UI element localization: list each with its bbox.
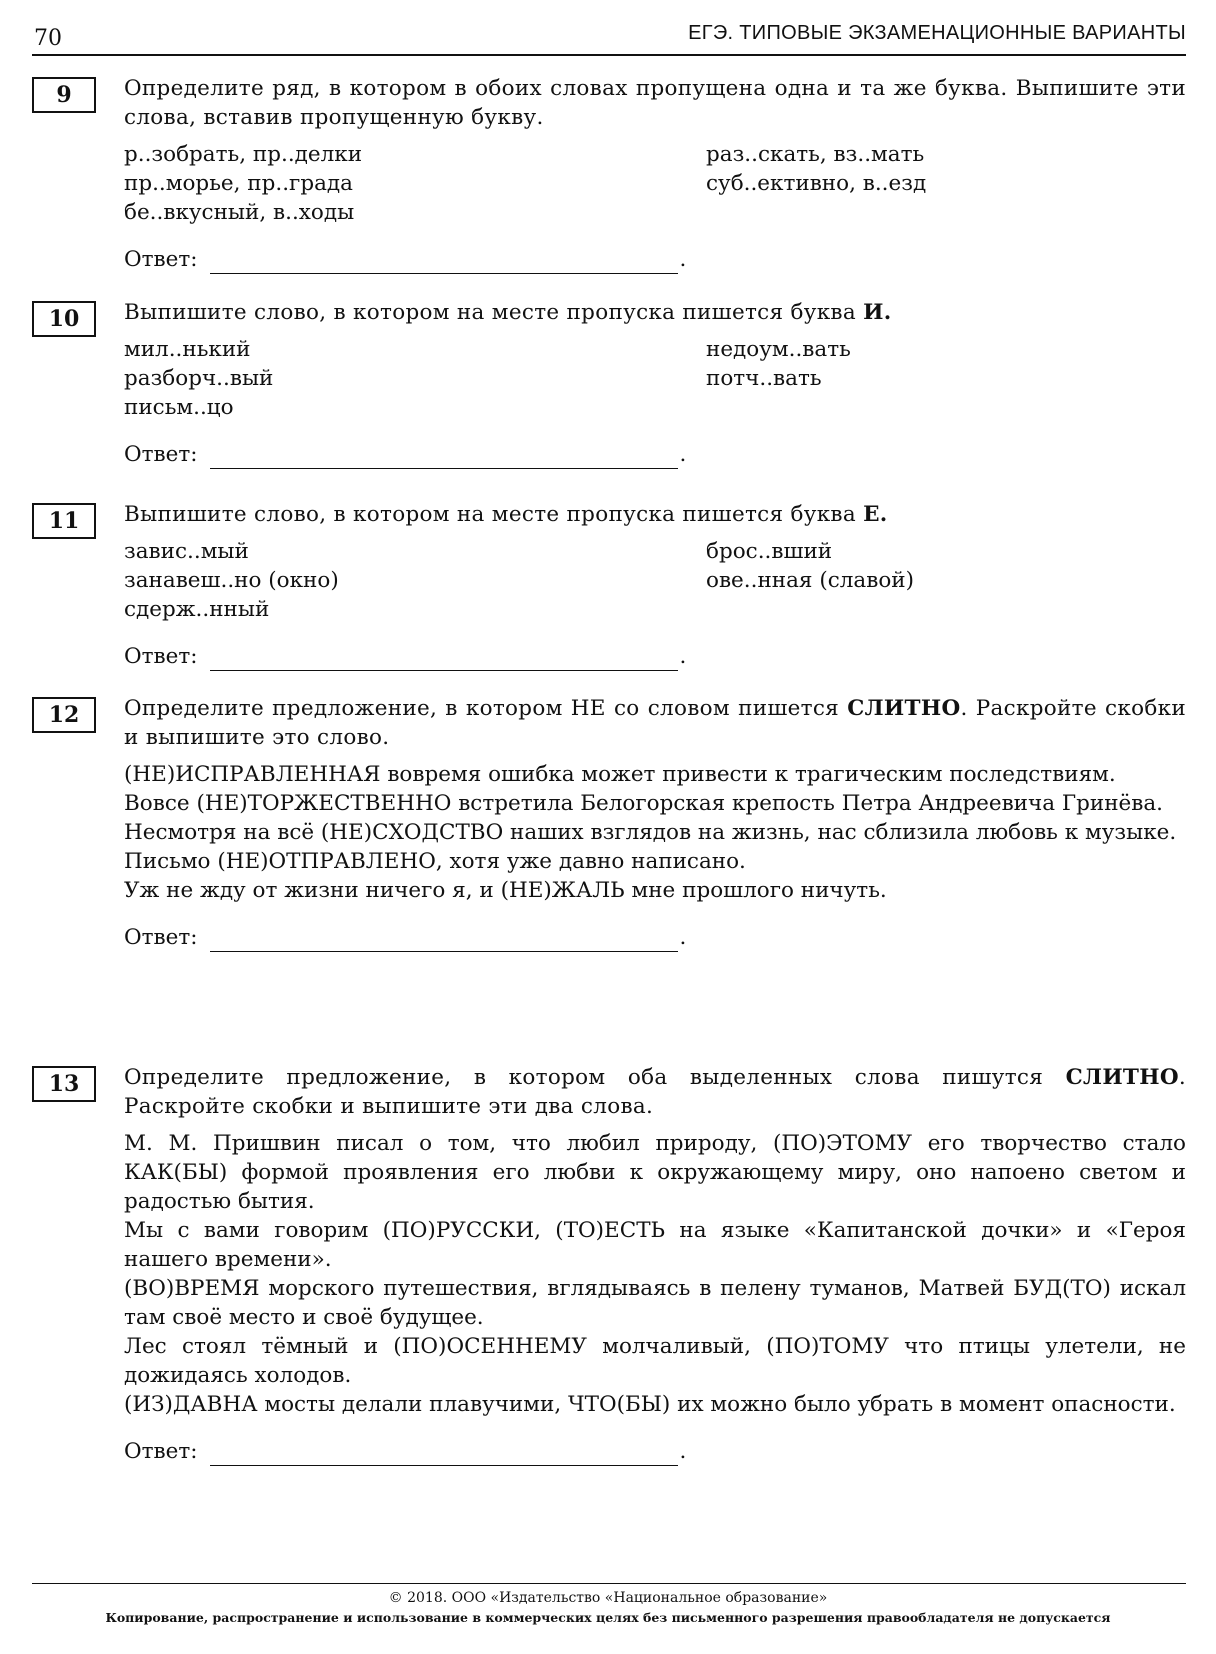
task-9 — [32, 74, 1186, 274]
answer-field[interactable] — [210, 251, 678, 274]
page-number: 70 — [34, 26, 62, 51]
answer-field[interactable] — [210, 1443, 678, 1466]
task-number-box: 11 — [32, 503, 96, 539]
option: занавеш..но (окно) — [124, 568, 339, 593]
task-11 — [32, 500, 1186, 671]
target-letter: Е. — [863, 502, 888, 527]
option: мил..нький — [124, 337, 251, 362]
sentence: Уж не жду от жизни ничего я, и (НЕ)ЖАЛЬ мне прошлого ничуть. — [124, 878, 887, 903]
options-grid — [124, 537, 1186, 624]
task-number-box: 13 — [32, 1066, 96, 1102]
options-grid — [124, 140, 1186, 227]
options-grid — [124, 335, 1186, 422]
option: недоум..вать — [706, 337, 851, 362]
answer-label: Ответ: — [124, 925, 198, 950]
option: суб..ективно, в..езд — [706, 171, 927, 196]
answer-field[interactable] — [210, 648, 678, 671]
answer-field[interactable] — [210, 929, 678, 952]
task-13 — [32, 1063, 1186, 1466]
sentence: Мы с вами говорим (ПО)РУССКИ, (ТО)ЕСТЬ на языке «Капитанской дочки» и «Героя нашего времени». — [124, 1218, 1186, 1272]
task-12 — [32, 694, 1186, 952]
answer-label: Ответ: — [124, 1439, 198, 1464]
option: раз..скать, вз..мать — [706, 142, 925, 167]
sentence: (НЕ)ИСПРАВЛЕННАЯ вовремя ошибка может привести к трагическим последствиям. — [124, 762, 1116, 787]
option: потч..вать — [706, 366, 822, 391]
task-prompt: Выпишите слово, в котором на месте пропуска пишется буква И. — [124, 300, 892, 325]
task-prompt: Определите ряд, в котором в обоих словах пропущена одна и та же буква. Выпишите эти слова, вставив пропущенную букву. — [124, 76, 1186, 130]
task-number-box: 10 — [32, 301, 96, 337]
answer-label: Ответ: — [124, 247, 198, 272]
option: пр..морье, пр..града — [124, 171, 353, 196]
answer-label: Ответ: — [124, 644, 198, 669]
footer-copyright: © 2018. ООО «Издательство «Национальное образование» — [388, 1590, 828, 1606]
answer-row: Ответ: . — [124, 1439, 687, 1464]
sentence: (ВО)ВРЕМЯ морского путешествия, вглядываясь в пелену туманов, Матвей БУД(ТО) искал там своё место и своё будущее. — [124, 1276, 1186, 1330]
option: разборч..вый — [124, 366, 274, 391]
task-number-box: 12 — [32, 697, 96, 733]
option: бе..вкусный, в..ходы — [124, 200, 355, 225]
task-number-box: 9 — [32, 77, 96, 113]
answer-label: Ответ: — [124, 442, 198, 467]
sentence: Письмо (НЕ)ОТПРАВЛЕНО, хотя уже давно написано. — [124, 849, 746, 874]
option: брос..вший — [706, 539, 833, 564]
task-prompt: Определите предложение, в котором НЕ со словом пишется СЛИТНО. Раскройте скобки и выпишите это слово. — [124, 696, 1186, 750]
sentence-list — [124, 1129, 1186, 1419]
answer-field[interactable] — [210, 446, 678, 469]
option: завис..мый — [124, 539, 249, 564]
target-letter: И. — [863, 300, 892, 325]
task-10 — [32, 298, 1186, 469]
sentence: Лес стоял тёмный и (ПО)ОСЕННЕМУ молчаливый, (ПО)ТОМУ что птицы улетели, не дожидаясь холодов. — [124, 1334, 1186, 1388]
sentence: Несмотря на всё (НЕ)СХОДСТВО наших взглядов на жизнь, нас сблизила любовь к музыке. — [124, 820, 1177, 845]
option: р..зобрать, пр..делки — [124, 142, 363, 167]
option: ове..нная (славой) — [706, 568, 914, 593]
answer-row: Ответ: . — [124, 247, 687, 272]
sentence: (ИЗ)ДАВНА мосты делали плавучими, ЧТО(БЫ) их можно было убрать в момент опасности. — [124, 1392, 1176, 1417]
option: сдерж..нный — [124, 597, 270, 622]
answer-row: Ответ: . — [124, 644, 687, 669]
emphasis-word: СЛИТНО — [1065, 1065, 1179, 1090]
option: письм..цо — [124, 395, 234, 420]
task-prompt: Определите предложение, в котором оба выделенных слова пишутся СЛИТНО. Раскройте скобки и выпишите эти два слова. — [124, 1065, 1187, 1119]
header-divider — [32, 54, 1186, 56]
answer-row: Ответ: . — [124, 442, 687, 467]
sentence-list — [124, 760, 1186, 905]
sentence: Вовсе (НЕ)ТОРЖЕСТВЕННО встретила Белогорская крепость Петра Андреевича Гринёва. — [124, 791, 1164, 816]
footer-divider — [32, 1583, 1186, 1584]
answer-row: Ответ: . — [124, 925, 687, 950]
emphasis-word: СЛИТНО — [847, 696, 961, 721]
task-prompt: Выпишите слово, в котором на месте пропуска пишется буква Е. — [124, 502, 888, 527]
running-header: ЕГЭ. ТИПОВЫЕ ЭКЗАМЕНАЦИОННЫЕ ВАРИАНТЫ — [688, 22, 1186, 44]
sentence: М. М. Пришвин писал о том, что любил природу, (ПО)ЭТОМУ его творчество стало КАК(БЫ) формой проявления его любви к окружающему миру, оно напоено светом и радостью бытия. — [124, 1131, 1186, 1214]
footer-legal-notice: Копирование, распространение и использование в коммерческих целях без письменного разрешения правообладателя не допускается — [105, 1610, 1111, 1625]
